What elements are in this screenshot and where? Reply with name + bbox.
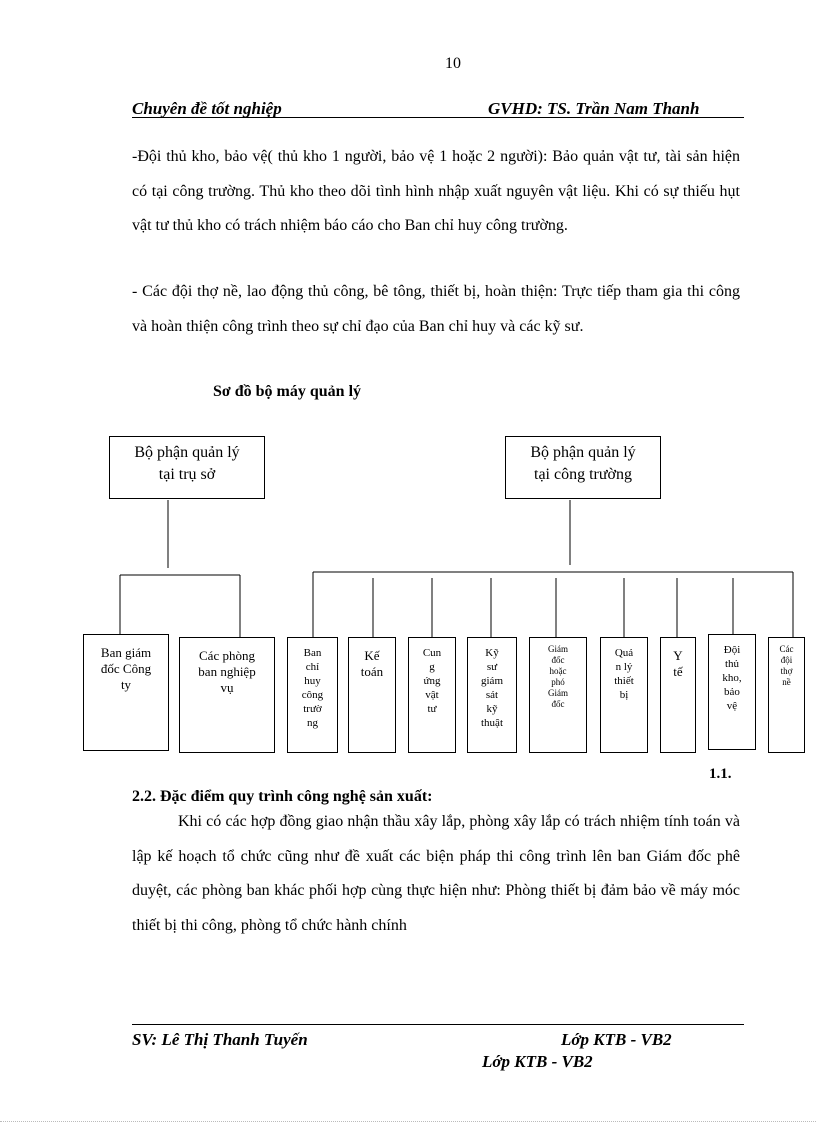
unit-supply (408, 637, 456, 753)
unit-supervising-engineer (467, 637, 517, 753)
box-line: tư (427, 703, 437, 715)
box-line: tế (673, 664, 683, 679)
box-line: ban nghiệp (198, 664, 256, 679)
box-line: Bộ phận quản lý (530, 444, 636, 461)
box-line: Các (779, 644, 794, 654)
footer-rule (132, 1024, 744, 1025)
box-line: bị (619, 689, 629, 701)
paragraph-text: Khi có các hợp đồng giao nhận thầu xây lắp, phòng xây lắp có trách nhiệm tính toán và lập kế hoạch tổ chức cũng như đề xuất các biện pháp thi công trình lên ban Giám đốc phê duyệt, các phòng ban khác phối hợp cùng thực hiện như: Phòng thiết bị đảm bảo về máy móc thiết bị thi công, phòng tổ chức hành chính (132, 813, 740, 934)
box-line: Giám (548, 688, 568, 698)
box-line: nề (782, 677, 791, 687)
footer-student: SV: Lê Thị Thanh Tuyến (132, 1030, 308, 1049)
unit-board-of-directors (83, 634, 169, 751)
paragraph-text: -Đội thủ kho, bảo vệ( thủ kho 1 người, bảo vệ 1 hoặc 2 người): Bảo quản vật tư, tài sản hiện có tại công trường. Thủ kho theo dõi tình hình nhập xuất nguyên vật liệu. Khi có sự thiếu hụt vật tư thủ kho có trách nhiệm báo cáo cho Ban chỉ huy công trường. (132, 148, 740, 234)
unit-departments (179, 637, 275, 753)
box-line: giám (481, 675, 503, 687)
box-line: Bộ phận quản lý (134, 444, 240, 461)
box-line: ứng (423, 675, 441, 687)
box-line: Kế (364, 648, 380, 663)
unit-warehouse-security (708, 634, 756, 750)
box-line: ng (307, 717, 318, 729)
box-line: vật (425, 689, 439, 701)
box-line: thợ (780, 666, 793, 676)
page-number: 10 (445, 55, 461, 72)
box-line: toán (360, 664, 384, 679)
paragraph-work-teams (132, 275, 740, 344)
paragraph-text: - Các đội thợ nề, lao động thủ công, bê tông, thiết bị, hoàn thiện: Trực tiếp tham gia thi công và hoàn thiện công trình theo sự chỉ đạo của Ban chỉ huy và các kỹ sư. (132, 283, 740, 335)
unit-medical (660, 637, 696, 753)
footer-class: Lớp KTB - VB2 (561, 1030, 672, 1049)
site-office-box (505, 436, 661, 499)
box-line: hoặc (549, 666, 567, 676)
box-line: thủ (724, 658, 740, 670)
unit-masonry-teams (768, 637, 805, 753)
unit-equipment-management (600, 637, 648, 753)
unit-site-command (287, 637, 338, 753)
box-line: đội (780, 655, 793, 665)
box-line: Ban (303, 647, 322, 659)
section-title: 2.2. Đặc điểm quy trình công nghệ sản xuất: (132, 788, 433, 805)
box-line: kho, (722, 672, 742, 684)
box-line: thiết (614, 675, 634, 687)
footer-class-repeat: Lớp KTB - VB2 (482, 1052, 593, 1071)
box-line: Kỹ (485, 647, 499, 659)
box-line: vệ (726, 700, 738, 712)
unit-director (529, 637, 587, 753)
box-line: kỹ (486, 703, 498, 715)
box-line: chỉ (305, 661, 320, 673)
header-thesis-title: Chuyên đề tốt nghiệp (132, 99, 282, 118)
box-line: Giám (548, 644, 568, 654)
box-line: bảo (724, 686, 740, 698)
box-line: huy (304, 675, 321, 687)
paragraph-warehouse-team (132, 140, 740, 244)
box-line: g (429, 661, 435, 673)
box-line: thuật (481, 717, 503, 729)
box-line: Đội (723, 644, 741, 656)
box-line: Y (673, 648, 683, 663)
unit-accounting (348, 637, 396, 753)
box-line: trườ (303, 703, 322, 715)
box-line: sư (486, 661, 498, 673)
box-line: đốc Công (100, 661, 152, 676)
box-line: Ban giám (100, 645, 152, 660)
box-line: công (301, 689, 324, 701)
box-line: phó (551, 677, 565, 687)
box-line: Các phòng (199, 648, 255, 663)
figure-number: 1.1. (709, 766, 732, 782)
header-supervisor: GVHD: TS. Trần Nam Thanh (488, 99, 700, 118)
box-line: sát (485, 689, 499, 701)
head-office-box (109, 436, 265, 499)
box-line: đốc (551, 699, 565, 709)
box-line: Quả (614, 647, 634, 659)
box-line: Cun (422, 647, 442, 659)
diagram-title: Sơ đồ bộ máy quản lý (213, 383, 362, 400)
box-line: tại trụ sở (158, 466, 216, 483)
header-rule (132, 117, 744, 118)
box-line: tại công trường (534, 466, 632, 483)
box-line: ty (120, 677, 132, 692)
box-line: n lý (615, 661, 633, 673)
box-line: vụ (220, 680, 234, 695)
page-bottom-rule (0, 1121, 816, 1122)
box-line: đốc (551, 655, 565, 665)
section-body (132, 805, 740, 943)
